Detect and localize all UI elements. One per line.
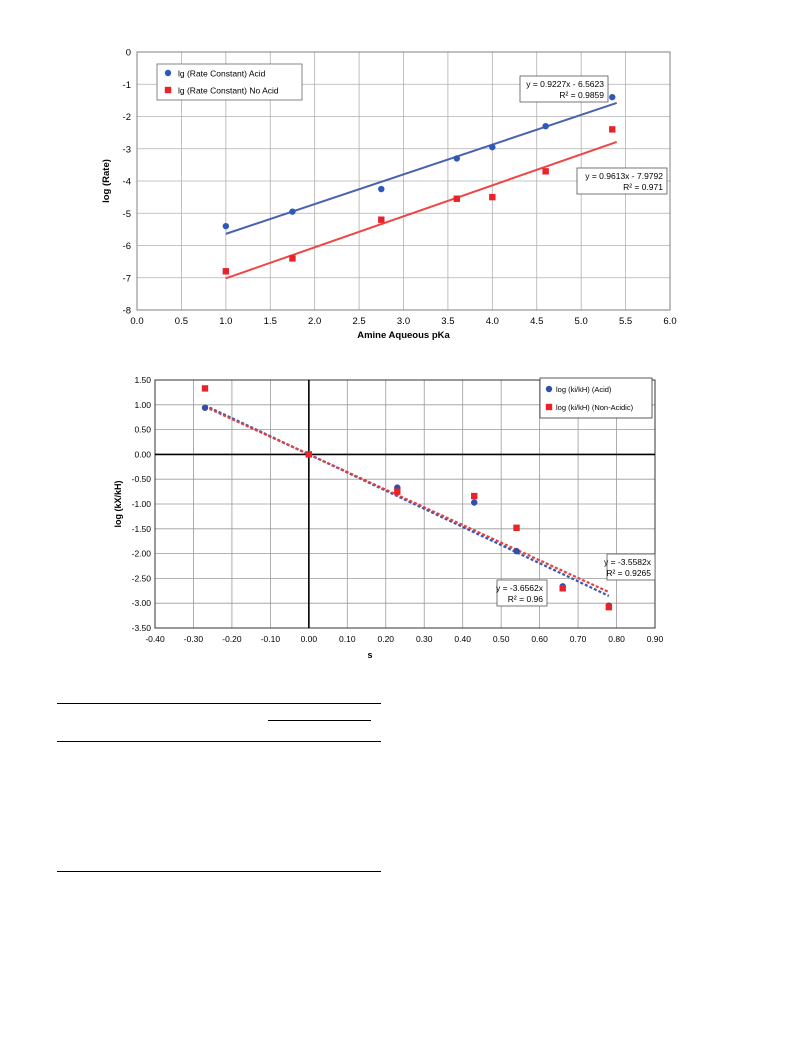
table-subheader-rule — [268, 720, 371, 721]
data-point — [542, 168, 548, 174]
legend — [540, 378, 652, 418]
x-tick-label: 0.90 — [646, 634, 664, 644]
x-tick-label: 0.60 — [531, 634, 548, 644]
data-point — [378, 186, 384, 192]
legend-label: log (ki/kH) (Non-Acidic) — [556, 403, 634, 412]
trendline-label-no-acid — [577, 168, 667, 194]
data-point — [394, 488, 400, 494]
legend-label: lg (Rate Constant) Acid — [178, 68, 266, 79]
y-tick-label: -2.00 — [131, 548, 151, 559]
trendline-label-no-acid-r-squared: R² = 0.971 — [623, 182, 663, 192]
data-point — [606, 604, 612, 610]
data-point — [471, 499, 477, 505]
y-tick-label: -3 — [122, 144, 131, 156]
data-point — [289, 255, 295, 261]
x-tick-label: 2.0 — [308, 316, 322, 327]
x-tick-label: 0.00 — [300, 634, 318, 644]
table-bottom-rule — [57, 871, 381, 872]
y-tick-label: -4 — [122, 176, 131, 188]
legend-marker — [165, 87, 171, 93]
x-tick-label: -0.40 — [145, 634, 165, 644]
data-point — [289, 208, 295, 214]
x-axis-label: s — [367, 650, 373, 658]
legend-label: log (ki/kH) (Acid) — [556, 385, 612, 394]
x-tick-label: 2.5 — [352, 316, 366, 327]
legend-marker — [165, 70, 171, 76]
x-tick-label: 0.0 — [130, 316, 144, 327]
x-tick-label: 3.5 — [441, 316, 455, 327]
x-tick-label: 0.80 — [608, 634, 625, 644]
data-point — [202, 405, 208, 411]
y-tick-label: -8 — [122, 305, 131, 317]
x-tick-label: 4.5 — [530, 316, 544, 327]
x-tick-label: 1.0 — [219, 316, 233, 327]
x-tick-label: -0.10 — [260, 634, 281, 644]
data-point — [513, 548, 519, 554]
y-tick-label: -2.50 — [131, 573, 151, 584]
data-point — [454, 155, 460, 161]
data-point — [471, 493, 477, 499]
hammett-chart — [110, 368, 685, 658]
trendline-label-no-acid-equation: y = 0.9613x - 7.9792 — [585, 171, 663, 181]
legend-box — [540, 378, 652, 418]
data-point — [513, 525, 519, 531]
y-tick-label: -1 — [122, 79, 131, 91]
trendline-label-non-acidic-equation: y = -3.5582x — [603, 557, 651, 567]
y-tick-label: -3.00 — [131, 598, 151, 609]
x-tick-label: 6.0 — [663, 316, 677, 327]
x-tick-label: 5.5 — [618, 316, 633, 327]
x-tick-label: 0.10 — [339, 634, 356, 644]
y-tick-label: -5 — [122, 208, 131, 220]
data-point — [609, 126, 615, 132]
trendline-label-acid-r-squared: R² = 0.96 — [507, 594, 543, 604]
y-tick-label: -1.50 — [131, 523, 151, 534]
y-tick-label: -0.50 — [131, 474, 151, 485]
data-point — [378, 217, 384, 223]
trendline-label-acid-equation: y = -3.6562x — [495, 583, 543, 593]
legend-marker — [546, 386, 552, 392]
pka-rate-chart — [95, 40, 685, 350]
trendline-label-acid — [496, 580, 547, 606]
trendline-label-acid — [520, 76, 608, 102]
x-axis-label: Amine Aqueous pKa — [357, 330, 450, 341]
data-point — [542, 123, 548, 129]
x-tick-label: 0.5 — [174, 316, 189, 327]
x-tick-label: 0.40 — [454, 634, 471, 644]
x-tick-label: 0.70 — [569, 634, 587, 644]
x-tick-label: 1.5 — [263, 316, 277, 327]
legend-label: lg (Rate Constant) No Acid — [178, 85, 279, 96]
x-tick-label: 4.0 — [485, 316, 499, 327]
x-tick-label: 0.50 — [492, 634, 510, 644]
x-tick-label: 3.0 — [396, 316, 411, 327]
legend — [157, 64, 302, 100]
trendline-label-acid-r-squared: R² = 0.9859 — [559, 90, 604, 100]
y-tick-label: 1.00 — [134, 399, 151, 410]
data-point — [489, 144, 495, 150]
x-tick-label: 0.30 — [415, 634, 433, 644]
table-top-rule — [57, 703, 381, 704]
y-tick-label: -6 — [122, 241, 131, 252]
x-tick-label: -0.20 — [222, 634, 242, 644]
data-point — [306, 451, 312, 457]
data-point — [489, 194, 495, 200]
table-header-rule — [57, 741, 381, 742]
data-point — [223, 268, 229, 274]
y-axis-label: log (kX/kH) — [113, 480, 123, 528]
data-point — [454, 196, 460, 202]
y-tick-label: 1.50 — [134, 375, 151, 385]
x-tick-label: 0.20 — [377, 634, 395, 644]
y-tick-label: -7 — [122, 273, 131, 285]
y-tick-label: 0 — [125, 47, 131, 59]
legend-marker — [546, 404, 552, 410]
y-tick-label: -1.00 — [131, 499, 151, 509]
x-tick-label: 5.0 — [574, 316, 588, 327]
x-tick-label: -0.30 — [183, 634, 204, 644]
y-tick-label: -2 — [122, 112, 131, 123]
trendline-label-acid-equation: y = 0.9227x - 6.5623 — [526, 79, 604, 89]
y-tick-label: -3.50 — [131, 623, 151, 633]
y-tick-label: 0.50 — [134, 424, 151, 435]
y-axis-label: log (Rate) — [101, 159, 112, 203]
trendline-label-non-acidic-r-squared: R² = 0.9265 — [606, 568, 651, 578]
data-point — [223, 223, 229, 229]
data-point — [609, 94, 615, 100]
trendline-label-non-acidic — [604, 554, 655, 580]
data-point — [202, 385, 208, 391]
data-point — [559, 585, 565, 591]
y-tick-label: 0.00 — [134, 449, 151, 460]
